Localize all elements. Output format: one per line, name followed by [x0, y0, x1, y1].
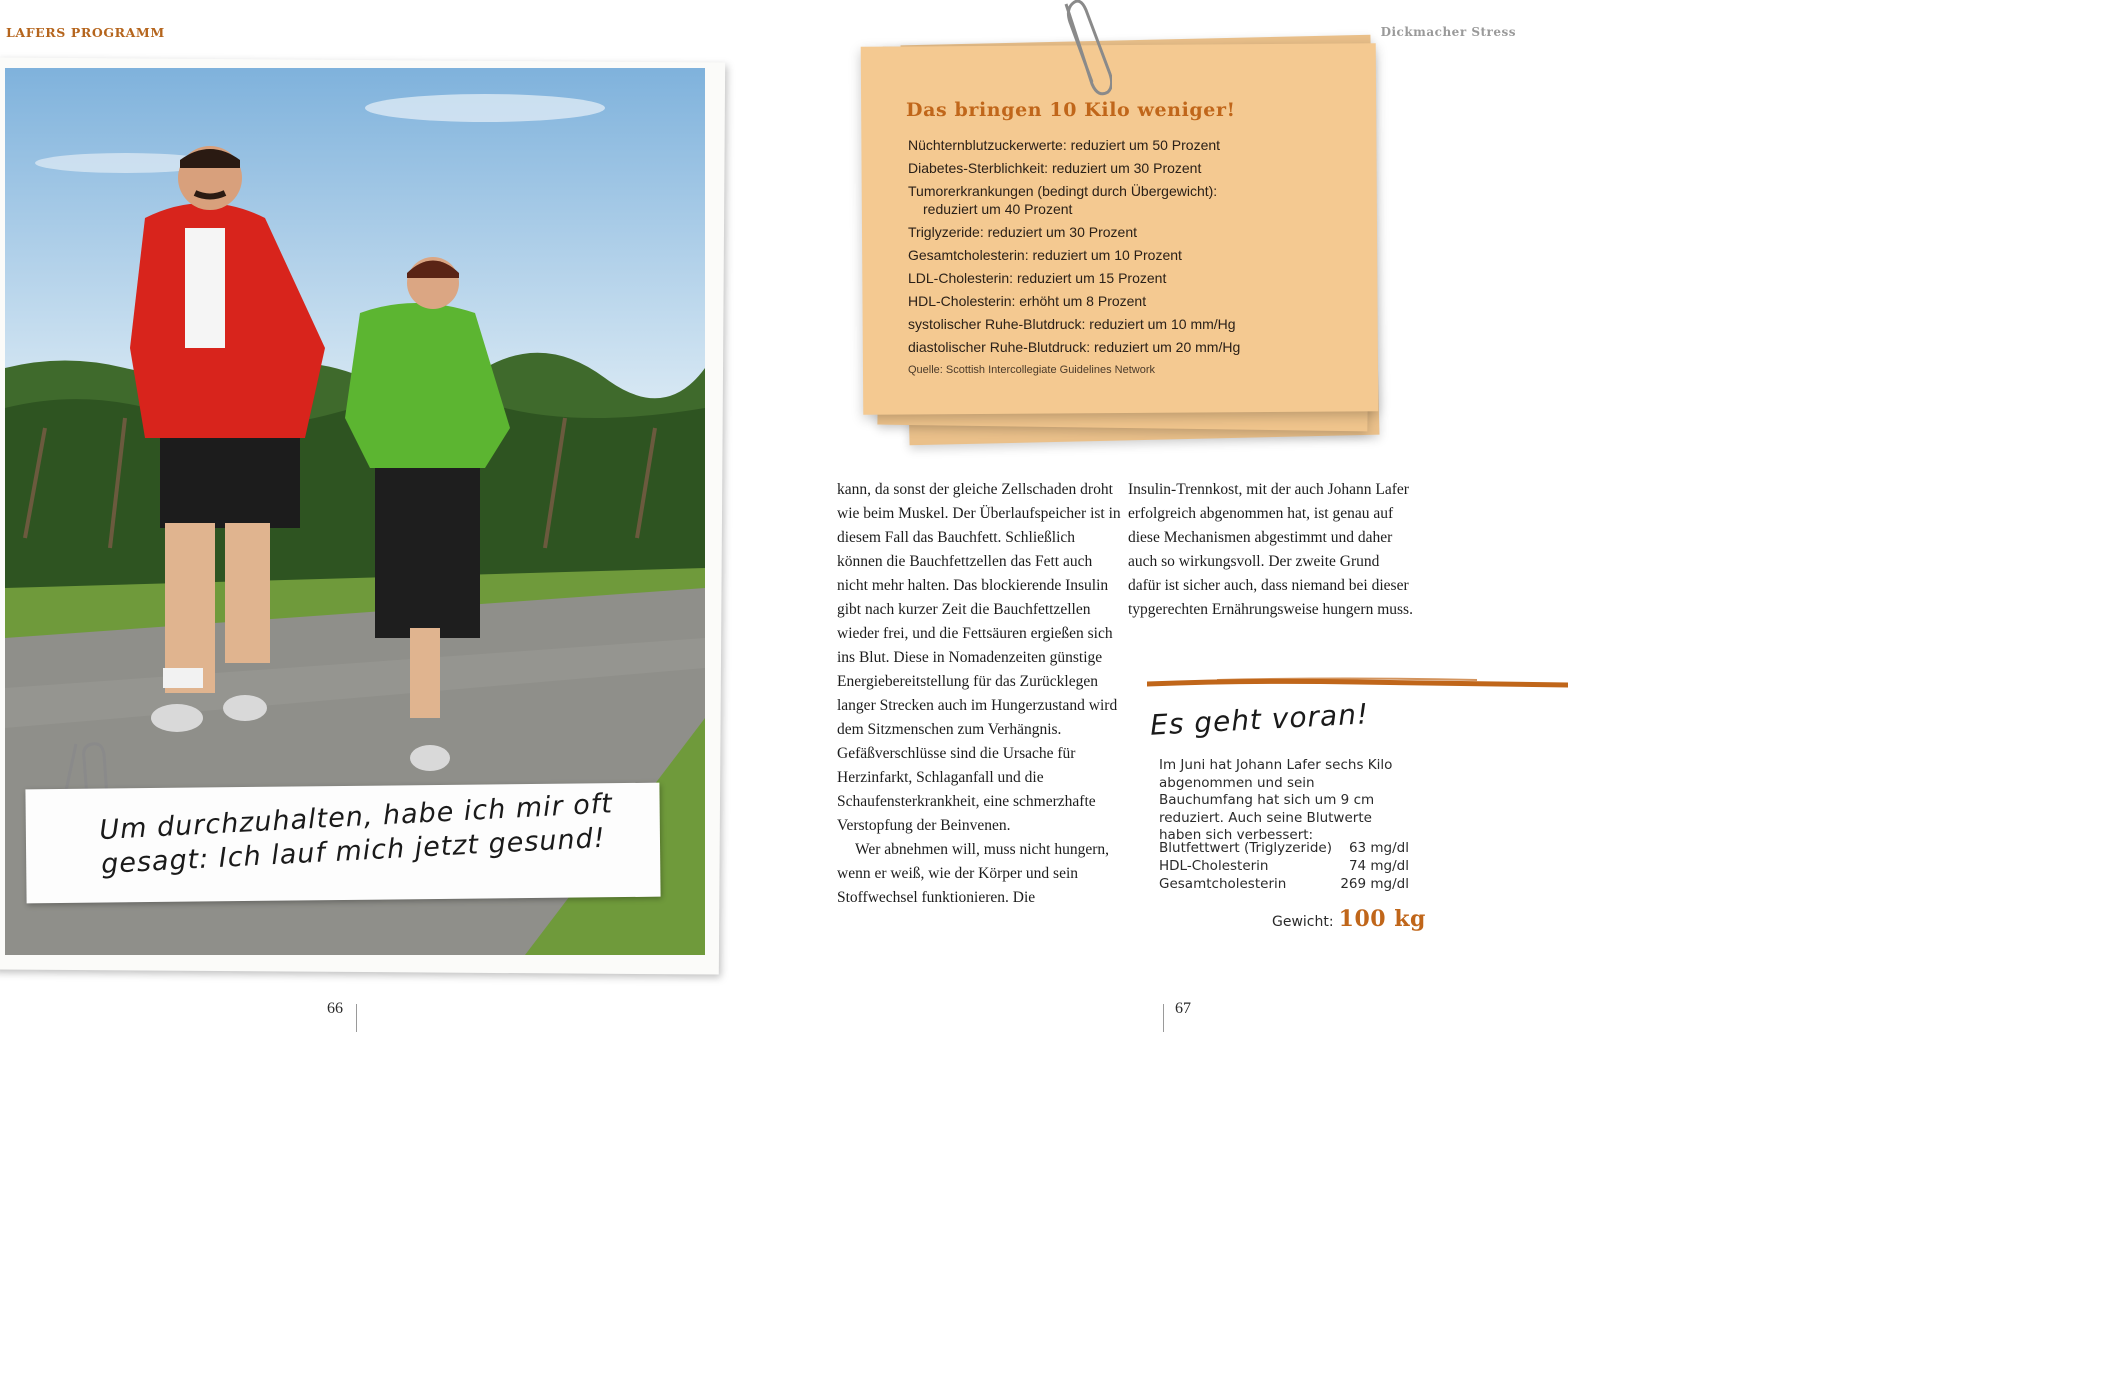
note-title: Das bringen 10 Kilo weniger! [906, 99, 1236, 121]
body-column-right [1128, 478, 1413, 622]
folio-divider [1163, 1004, 1164, 1032]
weight-label: Gewicht: [1272, 914, 1334, 930]
weight-value: 100 kg [1338, 906, 1426, 932]
note-item: Triglyzeride: reduziert um 30 Prozent [908, 224, 1138, 240]
note-item: Diabetes-Sterblichkeit: reduziert um 30 Prozent [908, 160, 1202, 176]
body-paragraph: Wer abnehmen will, muss nicht hungern, wenn er weiß, wie der Körper und sein Stoffwechsel funktionieren. Die [837, 841, 1110, 906]
body-paragraph: kann, da sonst der gleiche Zellschaden droht wie beim Muskel. Der Überlaufspeicher ist in diesem Fall das Bauchfett. Schließlich können die Bauchfettzellen das Fett auch nicht mehr halten. Das blockierende Insulin gibt nach kurzer Zeit die Bauchfettzellen wieder frei, und die Fettsäuren ergießen sich ins Blut. Diese in Nomadenzeiten günstige Energiebereitstellung für das Zurücklegen langer Strecken auch im Hungerzustand wird dem Sitzmenschen zum Verhängnis. Gefäßverschlüsse sind die Ursache für Herzinfarkt, Schlaganfall und die Schaufensterkrankheit, eine schmerzhafte Verstopfung der Beinvenen. [837, 481, 1121, 834]
note-list [908, 136, 1240, 361]
body-column-left [837, 478, 1122, 910]
blood-value: 269 mg/dl [1340, 876, 1409, 892]
blood-values-list [1159, 839, 1409, 893]
note-item [908, 182, 1240, 218]
blood-value-row [1159, 857, 1409, 875]
brush-stroke-divider [1147, 676, 1568, 692]
paperclip-icon [1052, 0, 1112, 100]
note-item: LDL-Cholesterin: reduziert um 15 Prozent [908, 270, 1167, 286]
note-item: systolischer Ruhe-Blutdruck: reduziert um 10 mm/Hg [908, 316, 1236, 332]
page-number-right: 67 [1175, 1000, 1191, 1017]
blood-value-label: HDL-Cholesterin [1159, 858, 1269, 874]
blood-value-label: Gesamtcholesterin [1159, 876, 1287, 892]
running-head-right: Dickmacher Stress [1380, 25, 1516, 39]
note-item: Nüchternblutzuckerwerte: reduziert um 50 Prozent [908, 137, 1221, 153]
blood-value-row [1159, 839, 1409, 857]
note-item: Gesamtcholesterin: reduziert um 10 Prozent [908, 247, 1182, 263]
note-item: diastolischer Ruhe-Blutdruck: reduziert um 20 mm/Hg [908, 339, 1241, 355]
note-item-line: Tumorerkrankungen (bedingt durch Übergewicht): [908, 183, 1218, 199]
weight-line [1272, 906, 1426, 932]
photo-caption: Um durchzuhalten, habe ich mir oft gesagt: Ich lauf mich jetzt gesund! [98, 788, 614, 881]
note-item: HDL-Cholesterin: erhöht um 8 Prozent [908, 293, 1147, 309]
note-item-line: reduziert um 40 Prozent [923, 201, 1073, 217]
body-paragraph: Insulin-Trennkost, mit der auch Johann Lafer erfolgreich abgenommen hat, ist genau auf diese Mechanismen abgestimmt und daher auch so wirkungsvoll. Der zweite Grund dafür ist sicher auch, dass niemand bei dieser typgerechten Ernährungsweise hungern muss. [1128, 481, 1413, 618]
blood-value-row [1159, 875, 1409, 893]
blood-value-label: Blutfettwert (Triglyzeride) [1159, 840, 1332, 856]
blood-value: 63 mg/dl [1348, 840, 1409, 856]
running-head-left: LAFERS PROGRAMM [6, 25, 165, 40]
blood-value: 74 mg/dl [1348, 858, 1409, 874]
progress-heading: Es geht voran! [1149, 697, 1370, 742]
page-number-left: 66 [327, 1000, 343, 1017]
progress-text: Im Juni hat Johann Lafer sechs Kilo abgenommen und sein Bauchumfang hat sich um 9 cm reduziert. Auch seine Blutwerte haben sich verbessert: [1159, 757, 1393, 843]
folio-divider [356, 1004, 357, 1032]
note-source: Quelle: Scottish Intercollegiate Guidelines Network [908, 364, 1156, 376]
